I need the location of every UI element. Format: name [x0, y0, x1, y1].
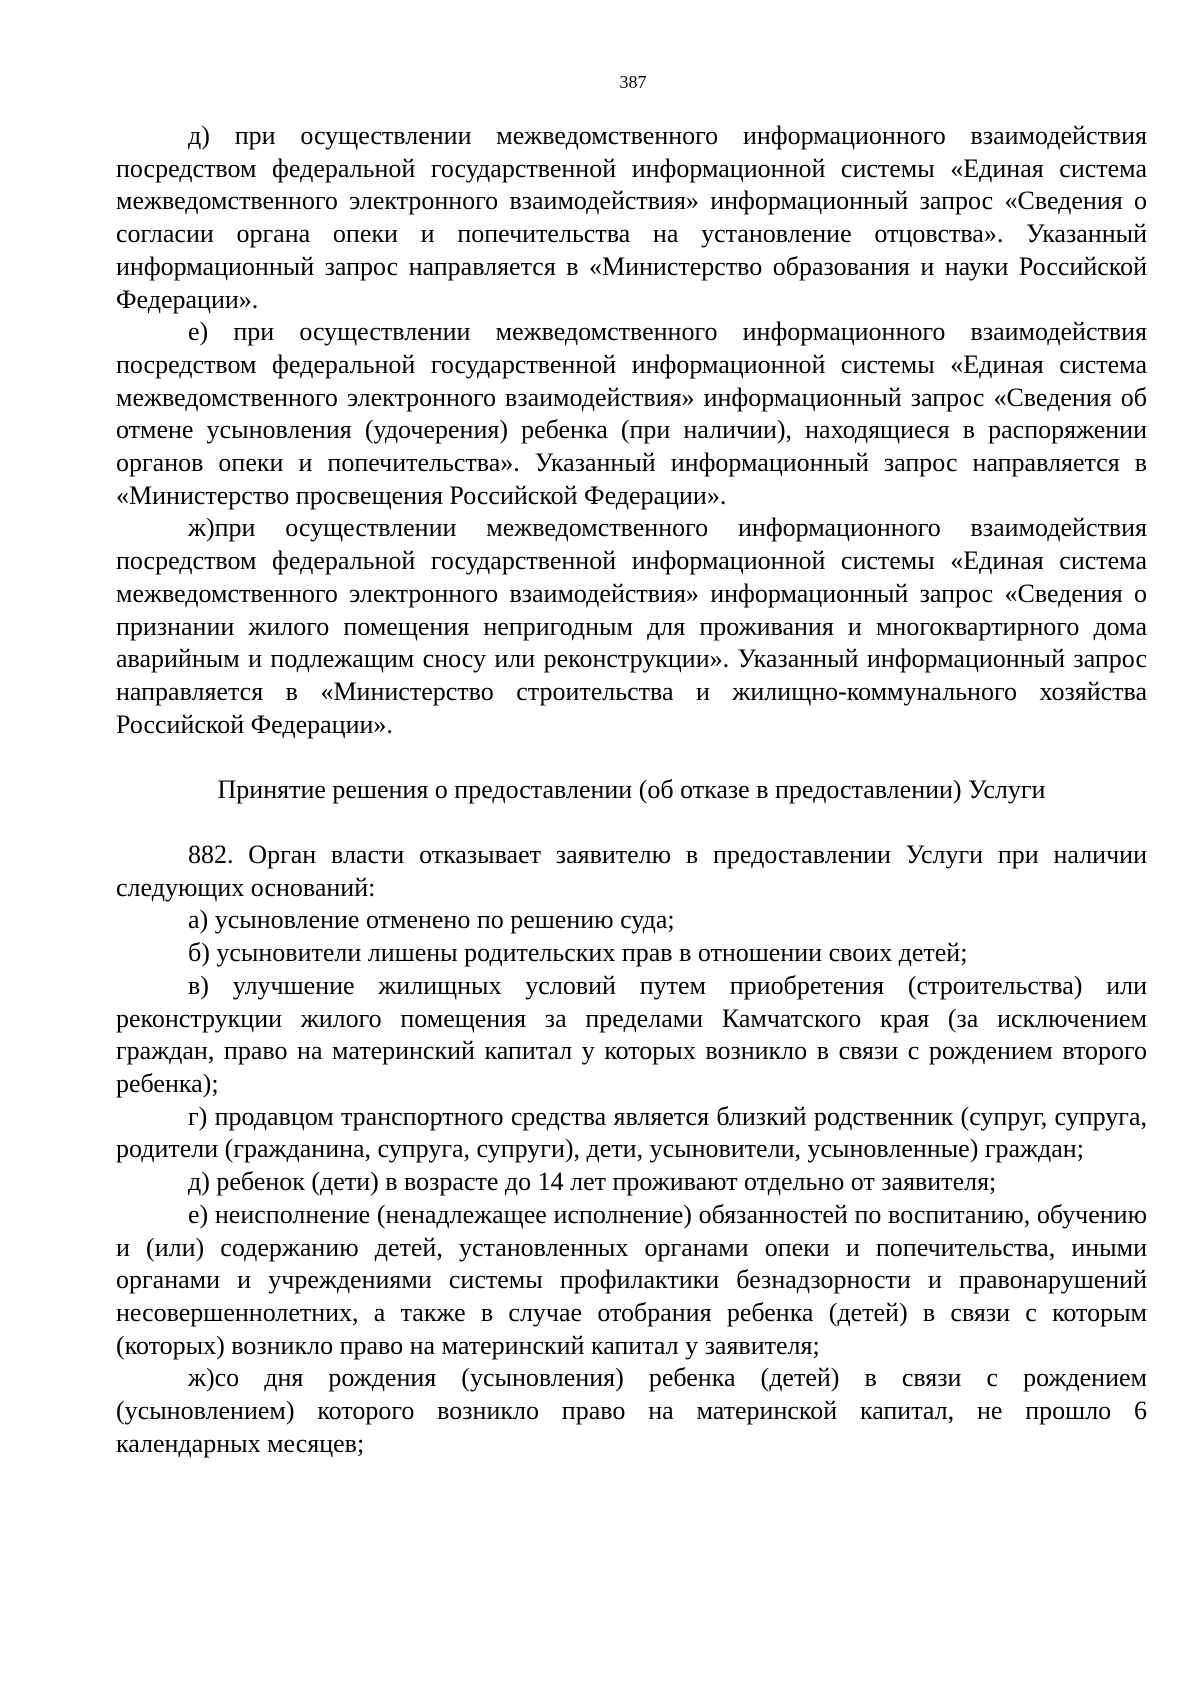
document-body — [116, 120, 1147, 1460]
list-item-g: г) продавцом транспортного средства является близкий родственник (супруг, супруга, родители (гражданина, супруга, супруги), дети, усыновители, усыновленные) граждан; — [116, 1101, 1147, 1164]
list-item-d: д) ребенок (дети) в возрасте до 14 лет проживают отдельно от заявителя; — [188, 1167, 997, 1197]
list-item-v: в) улучшение жилищных условий путем приобретения (строительства) или реконструкции жилого помещения за пределами Камчатского края (за исключением граждан, право на материнский капитал у которых возникло в связи с рождением второго ребенка); — [116, 970, 1147, 1098]
list-item-a: а) усыновление отменено по решению суда; — [188, 905, 675, 935]
list-item-zh: ж)со дня рождения (усыновления) ребенка (детей) в связи с рождением (усыновлением) которого возникло право на материнской капитал, не прошло 6 календарных месяцев; — [116, 1363, 1147, 1458]
paragraph-d: д) при осуществлении межведомственного информационного взаимодействия посредством федеральной государственной информационной системы «Единая система межведомственного электронного взаимодействия» информационный запрос «Сведения о согласии органа опеки и попечительства на установление отцовства». Указанный информационный запрос направляется в «Министерство образования и науки Российской Федерации». — [116, 121, 1147, 314]
section-heading: Принятие решения о предоставлении (об отказе в предоставлении) Услуги — [217, 775, 1046, 805]
paragraph-zh: ж)при осуществлении межведомственного информационного взаимодействия посредством федеральной государственной информационной системы «Единая система межведомственного электронного взаимодействия» информационный запрос «Сведения о признании жилого помещения непригодным для проживания и многоквартирного дома аварийным и подлежащим сносу или реконструкции». Указанный информационный запрос направляется в «Министерство строительства и жилищно-коммунального хозяйства Российской Федерации». — [116, 513, 1147, 739]
list-item-e: е) неисполнение (ненадлежащее исполнение) обязанностей по воспитанию, обучению и (или) содержанию детей, установленных органами опеки и попечительства, иными органами и учреждениями системы профилактики безнадзорности и правонарушений несовершеннолетних, а также в случае отобрания ребенка (детей) в связи с которым (которых) возникло право на материнский капитал у заявителя; — [116, 1199, 1147, 1360]
paragraph-e: е) при осуществлении межведомственного информационного взаимодействия посредством федеральной государственной информационной системы «Единая система межведомственного электронного взаимодействия» информационный запрос «Сведения об отмене усыновления (удочерения) ребенка (при наличии), находящиеся в распоряжении органов опеки и попечительства». Указанный информационный запрос направляется в «Министерство просвещения Российской Федерации». — [116, 317, 1147, 510]
paragraph-882: 882. Орган власти отказывает заявителю в предоставлении Услуги при наличии следующих оснований: — [116, 840, 1147, 902]
page-number: 387 — [619, 72, 647, 92]
list-item-b: б) усыновители лишены родительских прав в отношении своих детей; — [188, 938, 968, 968]
